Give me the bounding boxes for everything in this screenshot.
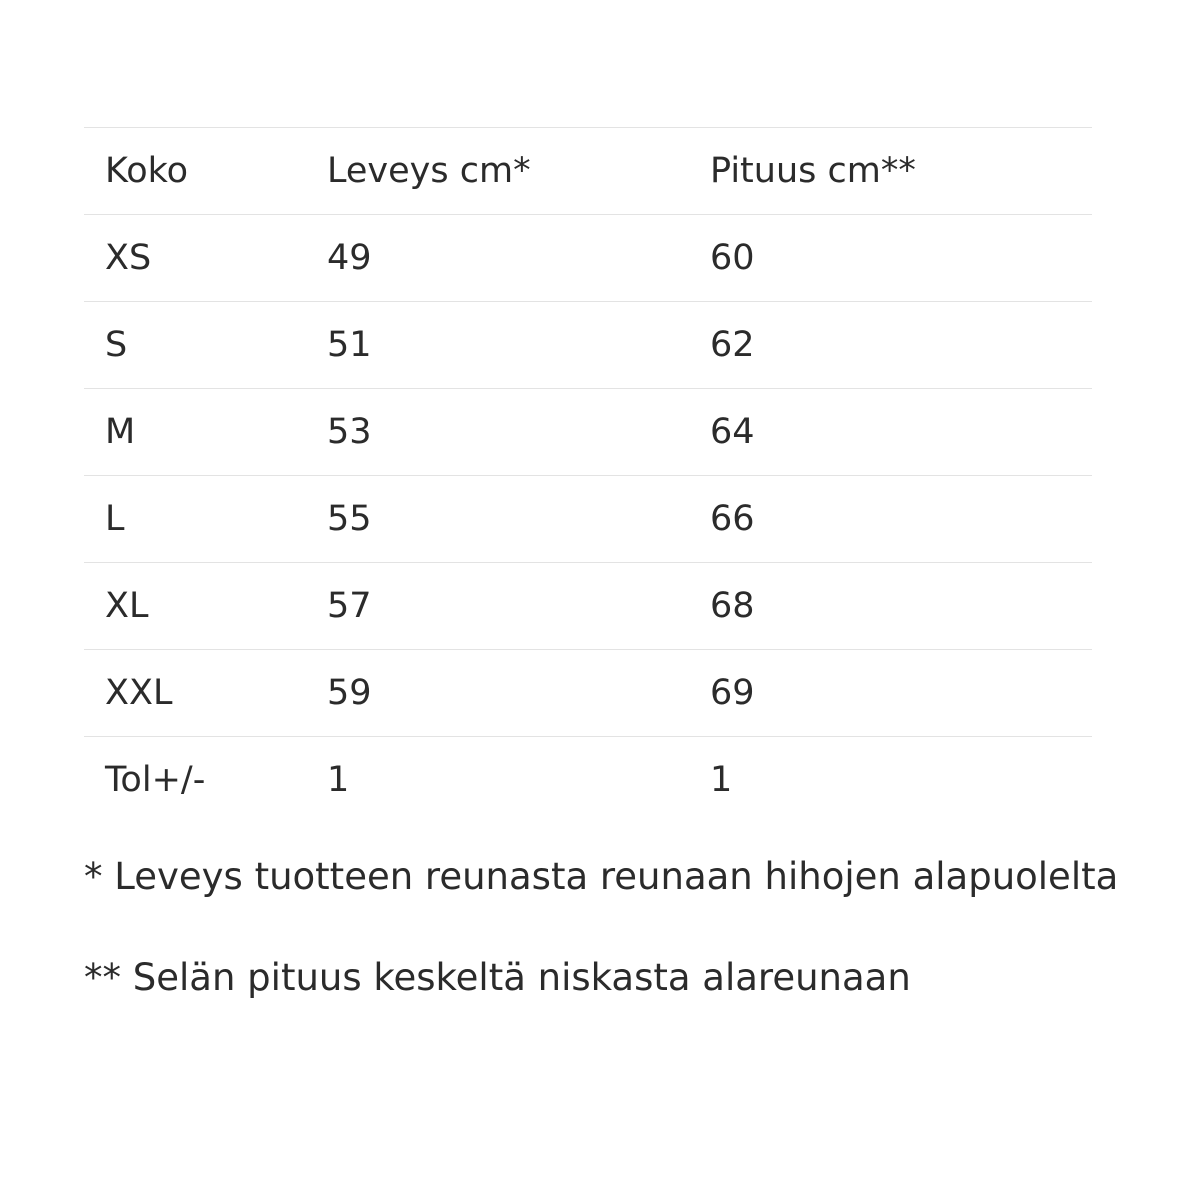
table-row [84,302,1092,389]
length-cell: 60 [710,237,755,278]
footnote-length: ** Selän pituus keskeltä niskasta alareunaan [84,955,911,999]
size-cell: Tol+/- [105,759,206,800]
width-cell: 1 [327,759,350,800]
table-row [84,215,1092,302]
footnote-width: * Leveys tuotteen reunasta reunaan hihojen alapuolelta [84,854,1119,898]
size-cell: XS [105,237,152,278]
length-cell: 68 [710,585,755,626]
width-cell: 55 [327,498,372,539]
size-table [84,127,1092,824]
length-cell: 62 [710,324,755,365]
width-cell: 49 [327,237,372,278]
footnotes [84,854,1119,999]
length-cell: 66 [710,498,755,539]
header-length: Pituus cm** [710,150,916,191]
width-cell: 59 [327,672,372,713]
size-chart [84,127,1119,999]
size-cell: L [105,498,125,539]
table-row [84,737,1092,824]
size-cell: M [105,411,136,452]
size-cell: XL [105,585,149,626]
header-width: Leveys cm* [327,150,531,191]
width-cell: 57 [327,585,372,626]
table-row [84,650,1092,737]
table-row [84,389,1092,476]
size-cell: XXL [105,672,173,713]
width-cell: 51 [327,324,372,365]
length-cell: 1 [710,759,733,800]
length-cell: 69 [710,672,755,713]
table-row [84,476,1092,563]
length-cell: 64 [710,411,755,452]
table-header-row [84,128,1092,215]
size-cell: S [105,324,128,365]
header-size: Koko [105,150,189,191]
width-cell: 53 [327,411,372,452]
table-row [84,563,1092,650]
